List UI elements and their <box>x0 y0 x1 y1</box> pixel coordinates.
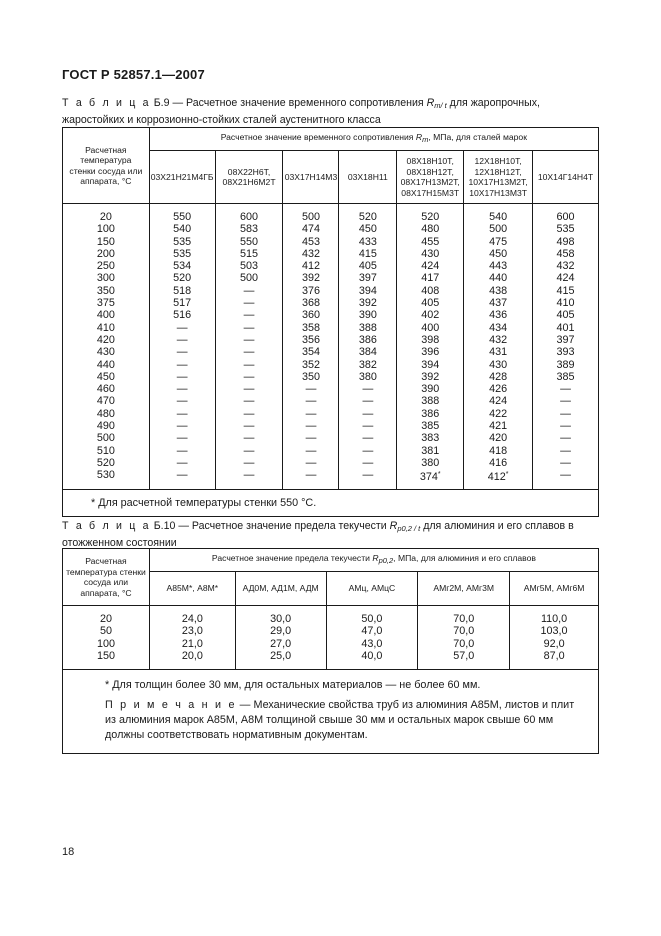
document-header: ГОСТ Р 52857.1—2007 <box>62 67 205 82</box>
value-cell: — <box>560 420 571 433</box>
caption-text: — Расчетное значение временного сопротивления <box>169 97 427 109</box>
table-b10-footnote: * Для толщин более 30 мм, для остальных материалов — не более 60 мм. <box>105 679 481 692</box>
symbol-subscript: p0,2 <box>378 556 394 566</box>
column-header: 03Х17Н14М3 <box>283 151 339 204</box>
value-cell: 400 <box>421 321 440 334</box>
temperature-column <box>63 606 150 670</box>
symbol: R <box>415 132 423 143</box>
value-cell: — <box>243 456 255 469</box>
value-cell: — <box>243 370 255 383</box>
value-cell: — <box>560 395 571 408</box>
value-cell: 376 <box>301 284 320 297</box>
value-cell: 517 <box>173 297 192 310</box>
value-cell: 87,0 <box>543 649 565 662</box>
value-cell: 368 <box>301 297 320 310</box>
column-header: АМц, АМцС <box>326 572 418 606</box>
value-cell: 437 <box>489 297 508 310</box>
group-header <box>149 128 598 151</box>
value-cell: 432 <box>301 247 320 260</box>
value-cell: 70,0 <box>453 625 475 638</box>
temperature-cell: 250 <box>96 260 115 273</box>
value-cell: 535 <box>173 235 192 248</box>
value-cell: 418 <box>489 444 508 457</box>
value-cell: — <box>243 333 255 346</box>
table-label: Т а б л и ц а <box>62 97 151 109</box>
value-cell: — <box>176 420 188 433</box>
value-cell: — <box>305 420 317 433</box>
value-cell: 450 <box>489 247 508 260</box>
value-cell: — <box>305 407 317 420</box>
value-cell: — <box>362 456 374 469</box>
value-cell: — <box>243 420 255 433</box>
value-cell: 70,0 <box>453 637 475 650</box>
value-cell: 390 <box>358 309 377 322</box>
value-cell: — <box>305 444 317 457</box>
value-cell: 374* <box>419 471 441 484</box>
value-cell: 535 <box>556 223 575 236</box>
group-header <box>149 549 598 572</box>
value-cell: — <box>362 407 374 420</box>
value-cell: 405 <box>421 297 440 310</box>
value-cell: 23,0 <box>181 625 203 638</box>
group-header-text: , МПа, для алюминия и его сплавов <box>393 553 536 564</box>
value-cell: — <box>362 383 374 396</box>
value-cell: 382 <box>358 358 377 371</box>
value-cell: 380 <box>421 456 440 469</box>
value-cell: — <box>243 395 255 408</box>
note-label: П р и м е ч а н и е <box>105 699 237 712</box>
value-cell: — <box>176 358 188 371</box>
temperature-cell: 410 <box>96 321 115 334</box>
value-cell: 475 <box>489 235 508 248</box>
value-column <box>326 606 418 670</box>
value-cell: — <box>176 444 188 457</box>
value-cell: 534 <box>173 260 192 273</box>
temperature-cell: 530 <box>96 469 115 482</box>
caption-text: — Расчетное значение предела текучести <box>175 520 390 532</box>
caption-text: для алюминия и его сплавов в отожженном состоянии <box>62 520 574 549</box>
temperature-cell: 100 <box>96 637 115 650</box>
symbol: R <box>372 553 379 564</box>
value-cell: 450 <box>358 223 377 236</box>
table-b9 <box>62 127 599 517</box>
value-cell: 397 <box>358 272 377 285</box>
temperature-cell: 100 <box>96 223 115 236</box>
note <box>75 698 586 743</box>
temperature-cell: 500 <box>96 432 115 445</box>
value-cell: 453 <box>301 235 320 248</box>
value-cell: 424 <box>489 395 508 408</box>
value-cell: 550 <box>173 211 192 223</box>
value-cell: 92,0 <box>543 637 565 650</box>
value-cell: 433 <box>358 235 377 248</box>
value-cell: 392 <box>301 272 320 285</box>
value-cell: 431 <box>489 346 508 359</box>
value-cell: 600 <box>556 211 575 223</box>
value-cell: 381 <box>421 444 440 457</box>
value-column <box>464 204 533 490</box>
value-cell: 21,0 <box>181 637 203 650</box>
temperature-cell: 510 <box>96 444 115 457</box>
temperature-cell: 300 <box>96 272 115 285</box>
value-cell: — <box>243 407 255 420</box>
value-cell: 360 <box>301 309 320 322</box>
value-cell: — <box>560 383 571 396</box>
value-cell: 410 <box>556 297 575 310</box>
value-cell: — <box>305 469 317 482</box>
value-cell: 394 <box>358 284 377 297</box>
value-cell: 385 <box>421 420 440 433</box>
value-cell: 443 <box>489 260 508 273</box>
value-cell: 540 <box>173 223 192 236</box>
value-cell: 436 <box>489 309 508 322</box>
value-cell: — <box>243 358 255 371</box>
value-cell: 30,0 <box>270 613 292 625</box>
table-number: Б.9 <box>153 97 170 109</box>
value-cell: — <box>243 469 255 482</box>
value-cell: 520 <box>173 272 192 285</box>
value-column <box>215 204 283 490</box>
value-cell: — <box>560 432 571 445</box>
value-cell: 518 <box>173 284 192 297</box>
value-cell: 424 <box>421 260 440 273</box>
page-number: 18 <box>62 846 75 858</box>
column-header: 03Х21Н21М4ГБ <box>149 151 215 204</box>
value-cell: 43,0 <box>361 637 383 650</box>
value-cell: 103,0 <box>540 625 568 638</box>
value-cell: 40,0 <box>361 649 383 662</box>
value-column <box>283 204 339 490</box>
value-cell: 420 <box>489 432 508 445</box>
value-cell: 29,0 <box>270 625 292 638</box>
value-cell: 20,0 <box>181 649 203 662</box>
value-cell: — <box>560 407 571 420</box>
value-cell: 394 <box>421 358 440 371</box>
symbol-subscript: m/ t <box>434 101 447 110</box>
value-cell: 440 <box>489 272 508 285</box>
table-label: Т а б л и ц а <box>62 520 151 532</box>
temperature-cell: 20 <box>99 613 112 625</box>
value-cell: — <box>176 370 188 383</box>
value-cell: 535 <box>173 247 192 260</box>
value-cell: 383 <box>421 432 440 445</box>
value-cell: 390 <box>421 383 440 396</box>
temperature-header: Расчетная температура стенки сосуда или аппарата, °С <box>63 549 150 606</box>
value-cell: 354 <box>301 346 320 359</box>
temperature-cell: 490 <box>96 420 115 433</box>
value-cell: — <box>176 333 188 346</box>
temperature-cell: 375 <box>96 297 115 310</box>
column-header: А85М*, А8М* <box>149 572 235 606</box>
group-header-text: Расчетное значение временного сопротивления <box>220 132 416 143</box>
column-header: АД0М, АД1М, АДМ <box>235 572 326 606</box>
value-column <box>149 606 235 670</box>
value-cell: 57,0 <box>453 649 475 662</box>
value-cell: — <box>560 456 571 469</box>
value-cell: 389 <box>556 358 575 371</box>
value-cell: 600 <box>240 211 259 223</box>
value-cell: 392 <box>358 297 377 310</box>
value-cell: — <box>362 395 374 408</box>
caption-text: для жаропрочных, жаростойких и коррозионно-стойких сталей аустенитного класса <box>62 97 540 126</box>
value-cell: — <box>305 383 317 396</box>
value-cell: 424 <box>556 272 575 285</box>
temperature-column <box>63 204 150 490</box>
value-cell: 388 <box>358 321 377 334</box>
value-cell: 500 <box>489 223 508 236</box>
column-header: 08Х22Н6Т, 08Х21Н6М2Т <box>215 151 283 204</box>
value-cell: — <box>176 383 188 396</box>
value-column <box>533 204 599 490</box>
value-cell: 50,0 <box>361 613 383 625</box>
value-column <box>339 204 397 490</box>
value-cell: 401 <box>556 321 575 334</box>
value-cell: — <box>176 469 188 482</box>
value-column <box>235 606 326 670</box>
value-cell: — <box>243 297 255 310</box>
temperature-cell: 430 <box>96 346 115 359</box>
column-header: АМг5М, АМг6М <box>510 572 599 606</box>
value-cell: — <box>560 469 571 482</box>
temperature-cell: 520 <box>96 456 115 469</box>
value-cell: — <box>305 432 317 445</box>
value-cell: 458 <box>556 247 575 260</box>
table-b10-caption <box>62 519 602 550</box>
temperature-cell: 350 <box>96 284 115 297</box>
temperature-cell: 440 <box>96 358 115 371</box>
value-cell: 421 <box>489 420 508 433</box>
value-cell: 384 <box>358 346 377 359</box>
table-b9-footnote: * Для расчетной температуры стенки 550 °С. <box>63 489 599 516</box>
value-cell: — <box>176 407 188 420</box>
temperature-cell: 470 <box>96 395 115 408</box>
value-cell: 405 <box>556 309 575 322</box>
value-cell: 398 <box>421 333 440 346</box>
value-column <box>418 606 510 670</box>
symbol: R <box>389 520 398 532</box>
value-cell: 386 <box>421 407 440 420</box>
value-cell: — <box>243 432 255 445</box>
table-number: Б.10 <box>153 520 176 532</box>
value-cell: 417 <box>421 272 440 285</box>
value-cell: 422 <box>489 407 508 420</box>
group-header-text: , МПа, для сталей марок <box>428 132 527 143</box>
value-cell: 583 <box>240 223 259 236</box>
value-cell: 392 <box>421 370 440 383</box>
value-cell: 352 <box>301 358 320 371</box>
column-header: АМг2М, АМг3М <box>418 572 510 606</box>
value-cell: 412* <box>487 471 509 484</box>
temperature-cell: 420 <box>96 333 115 346</box>
value-cell: — <box>243 284 255 297</box>
value-cell: 438 <box>489 284 508 297</box>
group-header-text: Расчетное значение предела текучести <box>211 553 373 564</box>
value-cell: — <box>176 395 188 408</box>
value-cell: 416 <box>489 456 508 469</box>
value-cell: 415 <box>358 247 377 260</box>
value-cell: 480 <box>421 223 440 236</box>
value-column <box>149 204 215 490</box>
temperature-cell: 150 <box>96 649 115 662</box>
value-cell: 385 <box>556 370 575 383</box>
value-cell: 432 <box>489 333 508 346</box>
value-cell: 25,0 <box>270 649 292 662</box>
value-cell: 432 <box>556 260 575 273</box>
value-cell: 455 <box>421 235 440 248</box>
temperature-cell: 150 <box>96 235 115 248</box>
value-cell: — <box>243 383 255 396</box>
value-cell: — <box>560 444 571 457</box>
value-cell: — <box>305 456 317 469</box>
value-cell: 393 <box>556 346 575 359</box>
value-cell: 358 <box>301 321 320 334</box>
temperature-cell: 400 <box>96 309 115 322</box>
value-cell: 426 <box>489 383 508 396</box>
value-cell: — <box>243 346 255 359</box>
value-cell: — <box>243 444 255 457</box>
temperature-cell: 20 <box>99 211 112 223</box>
value-cell: 415 <box>556 284 575 297</box>
value-cell: 70,0 <box>453 613 475 625</box>
value-cell: 500 <box>301 211 320 223</box>
value-cell: 396 <box>421 346 440 359</box>
column-header: 12Х18Н10Т, 12Х18Н12Т, 10Х17Н13М2Т, 10Х17Н13М3Т <box>464 151 533 204</box>
table-b10-notes <box>63 670 599 754</box>
value-cell: 434 <box>489 321 508 334</box>
column-header: 10Х14Г14Н4Т <box>533 151 599 204</box>
value-cell: — <box>362 444 374 457</box>
value-cell: 498 <box>556 235 575 248</box>
value-cell: — <box>176 456 188 469</box>
temperature-cell: 480 <box>96 407 115 420</box>
value-cell: 540 <box>489 211 508 223</box>
value-cell: — <box>243 309 255 322</box>
value-cell: — <box>362 432 374 445</box>
temperature-header: Расчетная температура стенки сосуда или аппарата, °С <box>63 128 150 204</box>
value-cell: 380 <box>358 370 377 383</box>
value-cell: 27,0 <box>270 637 292 650</box>
value-cell: 110,0 <box>540 613 568 625</box>
symbol-subscript: m <box>422 135 429 145</box>
value-column <box>510 606 599 670</box>
value-cell: — <box>362 420 374 433</box>
value-cell: 515 <box>240 247 259 260</box>
value-cell: 47,0 <box>361 625 383 638</box>
table-b9-caption <box>62 96 602 127</box>
value-cell: 516 <box>173 309 192 322</box>
value-cell: 550 <box>240 235 259 248</box>
note-text: — Механические свойства труб из алюминия А85М, листов и плит из алюминия марок А85М, А8М толщиной свыше 30 мм и остальных марок свыше 60 мм должны соответствовать нормативным документам. <box>105 699 575 742</box>
symbol: R <box>426 97 435 109</box>
value-cell: 503 <box>240 260 259 273</box>
value-column <box>397 204 464 490</box>
value-cell: 386 <box>358 333 377 346</box>
value-cell: 430 <box>421 247 440 260</box>
value-cell: 356 <box>301 333 320 346</box>
value-cell: 24,0 <box>181 613 203 625</box>
value-cell: — <box>305 395 317 408</box>
column-header: 03Х18Н11 <box>339 151 397 204</box>
value-cell: 402 <box>421 309 440 322</box>
value-cell: — <box>362 469 374 482</box>
value-cell: — <box>176 321 188 334</box>
value-cell: 405 <box>358 260 377 273</box>
value-cell: 350 <box>301 370 320 383</box>
temperature-cell: 50 <box>99 625 112 638</box>
temperature-cell: 450 <box>96 370 115 383</box>
value-cell: 428 <box>489 370 508 383</box>
value-cell: — <box>176 432 188 445</box>
value-cell: — <box>176 346 188 359</box>
symbol-subscript: p0,2 / t <box>397 524 421 533</box>
temperature-cell: 200 <box>96 247 115 260</box>
value-cell: 474 <box>301 223 320 236</box>
table-b10 <box>62 548 599 754</box>
value-cell: 430 <box>489 358 508 371</box>
value-cell: 408 <box>421 284 440 297</box>
value-cell: 412 <box>301 260 320 273</box>
column-header: 08Х18Н10Т, 08Х18Н12Т, 08Х17Н13М2Т, 08Х17Н15М3Т <box>397 151 464 204</box>
value-cell: 520 <box>421 211 440 223</box>
value-cell: 388 <box>421 395 440 408</box>
temperature-cell: 460 <box>96 383 115 396</box>
value-cell: 520 <box>358 211 377 223</box>
value-cell: 500 <box>240 272 259 285</box>
value-cell: — <box>243 321 255 334</box>
value-cell: 397 <box>556 333 575 346</box>
